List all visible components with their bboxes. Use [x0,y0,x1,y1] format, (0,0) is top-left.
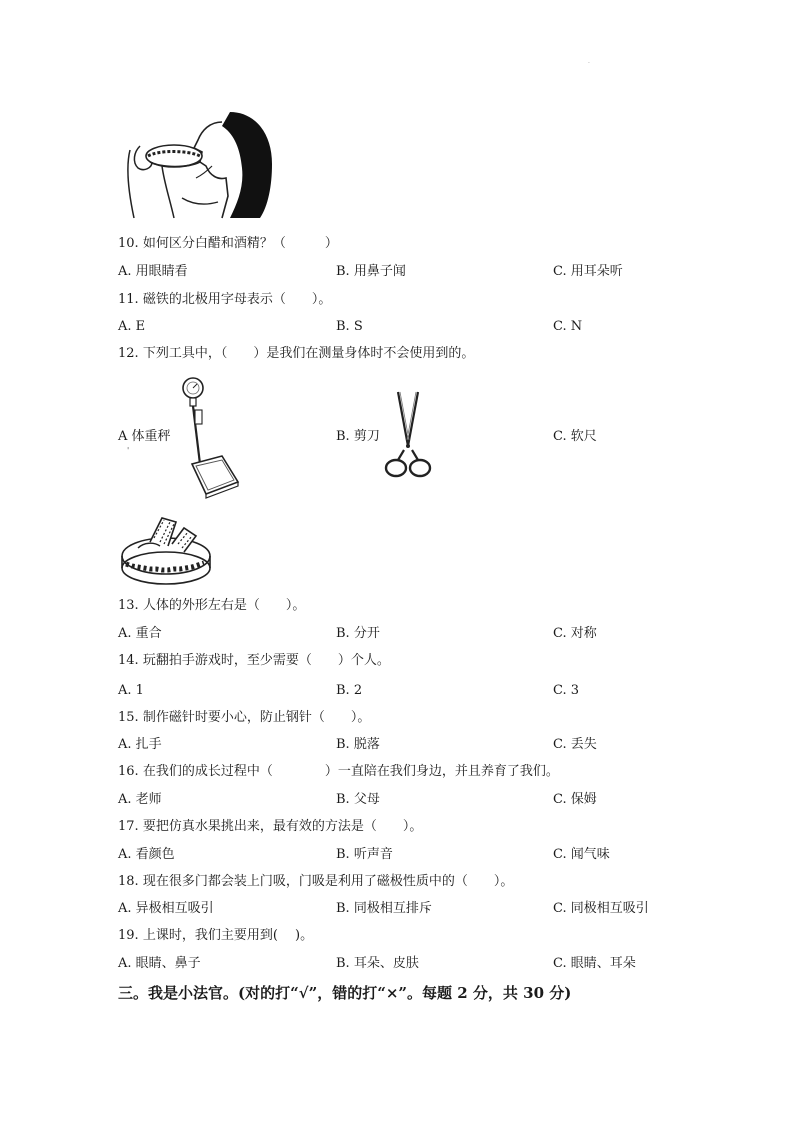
option-c: C. 3 [553,683,580,698]
woman-eating-burger-image [122,106,282,220]
option-b: B. 同极相互排斥 [336,901,432,916]
question-number: 13. [118,598,139,613]
option-b: B. S [336,319,363,334]
option-b: B. 分开 [336,626,380,641]
header-mark: · [588,60,590,67]
question-text: 制作磁针时要小心，防止钢针（ ）。 [142,710,371,725]
option-a: A. 异极相互吸引 [118,901,214,916]
option-a: A. 重合 [118,626,162,641]
option-a: A. 扎手 [118,737,162,752]
scissors-image [382,390,434,482]
option-c: C. 保姆 [553,792,597,807]
option-a: A. E [118,319,146,334]
option-a: A. 看颜色 [118,847,175,862]
option-b: B. 用鼻子闻 [336,264,406,279]
section-heading: 三。我是小法官。(对的打“√”，错的打“×”。每题 2 分，共 30 分) [118,984,572,1002]
weight-scale-image [176,376,240,500]
option-a: A. 老师 [118,792,162,807]
tape-measure-image [118,512,214,586]
option-c: C. 用耳朵听 [553,264,623,279]
question-17 [118,819,422,835]
option-b: B. 脱落 [336,737,380,752]
question-16 [118,764,559,780]
option-a: A. 眼睛、鼻子 [118,956,201,971]
question-14 [118,653,390,669]
stray-mark: ' [127,446,130,455]
option-c: C. 软尺 [553,429,597,444]
question-number: 14. [118,653,139,668]
option-b: B. 剪刀 [336,429,380,444]
option-a: A. 用眼睛看 [118,264,188,279]
question-number: 18. [118,874,139,889]
question-number: 12. [118,346,139,361]
question-text: 人体的外形左右是（ ）。 [142,598,306,613]
question-text: 下列工具中，（ ）是我们在测量身体时不会使用到的。 [142,346,475,361]
question-text: 玩翻拍手游戏时，至少需要（ ）个人。 [142,653,390,668]
option-a: A 体重秤 [118,429,171,444]
question-11 [118,292,331,308]
option-b: B. 耳朵、皮肤 [336,956,419,971]
option-a: A. 1 [118,683,144,698]
option-c: C. 眼睛、耳朵 [553,956,636,971]
option-c: C. 丢失 [553,737,597,752]
question-15 [118,710,370,726]
question-number: 10. [118,236,139,251]
question-number: 17. [118,819,139,834]
question-text: 如何区分白醋和酒精？（ ） [142,236,338,251]
question-13 [118,598,305,614]
option-c: C. N [553,319,583,334]
question-text: 要把仿真水果挑出来，最有效的方法是（ ）。 [142,819,423,834]
question-12 [118,346,474,362]
question-text: 上课时，我们主要用到( )。 [142,928,314,943]
option-b: B. 父母 [336,792,380,807]
question-number: 11. [118,292,139,307]
option-b: B. 2 [336,683,363,698]
question-10 [118,236,338,252]
question-number: 19. [118,928,139,943]
question-text: 在我们的成长过程中（ ）一直陪在我们身边，并且养育了我们。 [142,764,559,779]
option-c: C. 对称 [553,626,597,641]
question-number: 16. [118,764,139,779]
question-19 [118,928,313,944]
option-b: B. 听声音 [336,847,393,862]
option-c: C. 闻气味 [553,847,610,862]
question-number: 15. [118,710,139,725]
question-18 [118,874,513,890]
question-text: 现在很多门都会装上门吸，门吸是利用了磁极性质中的（ ）。 [142,874,514,889]
question-text: 磁铁的北极用字母表示（ ）。 [142,292,332,307]
option-c: C. 同极相互吸引 [553,901,649,916]
